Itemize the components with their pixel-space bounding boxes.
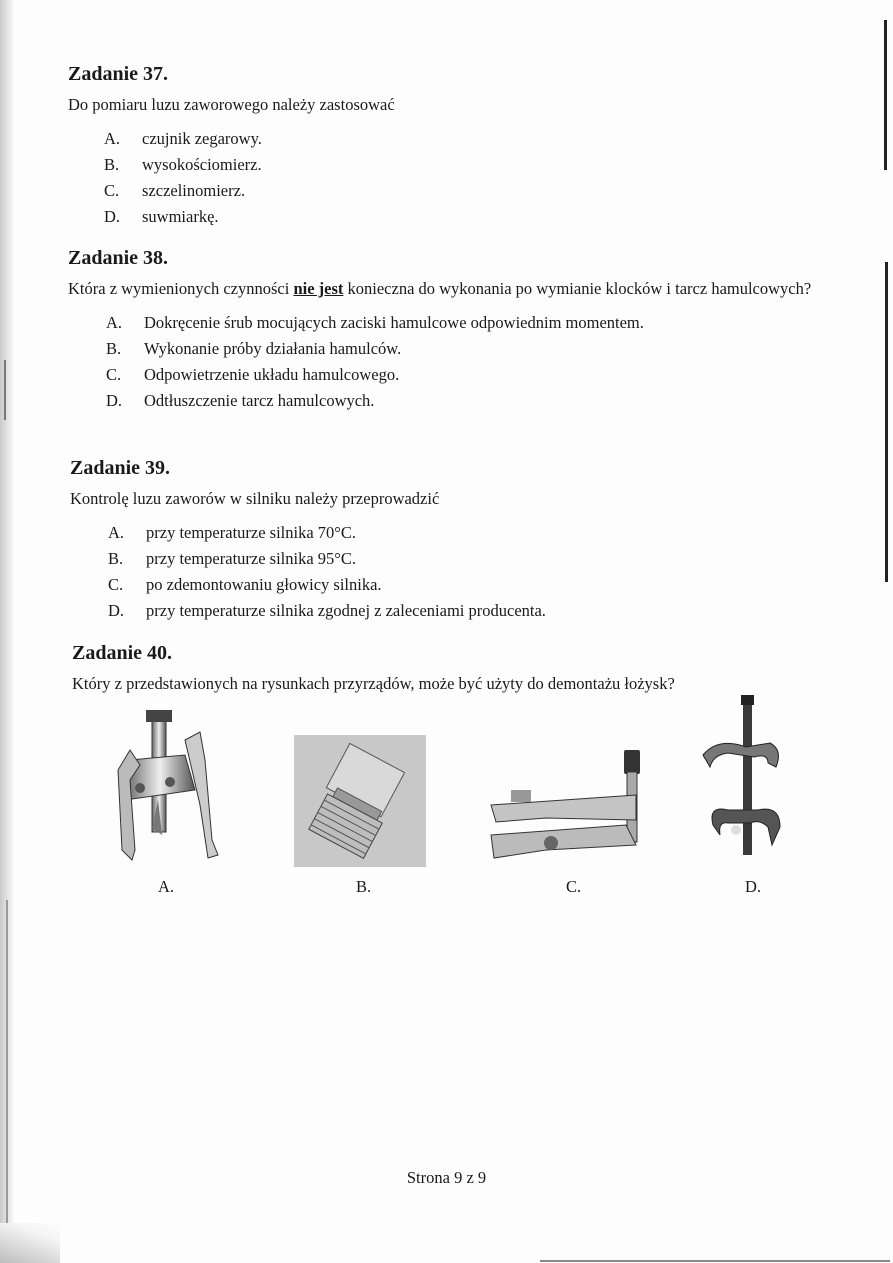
task-question — [68, 276, 825, 302]
task-title: Zadanie 39. — [70, 457, 171, 479]
task-38 — [68, 246, 825, 414]
answer-option-c[interactable] — [108, 572, 830, 598]
scan-artifact — [4, 360, 6, 420]
option-letter: B. — [108, 549, 124, 568]
option-letter: B. — [106, 339, 122, 358]
answer-options — [106, 310, 825, 414]
ball-joint-separator-image — [486, 750, 641, 870]
page-number: Strona 9 z 9 — [406, 1168, 487, 1187]
threaded-adapter-image — [294, 735, 426, 867]
option-text: po zdemontowaniu głowicy silnika. — [146, 575, 382, 594]
task-39 — [70, 456, 830, 624]
option-text: wysokościomierz. — [142, 155, 262, 174]
margin-mark — [885, 262, 888, 582]
option-text: szczelinomierz. — [142, 181, 246, 200]
figure-d-puller[interactable] — [698, 695, 788, 855]
task-37 — [68, 62, 828, 230]
scan-artifact — [6, 900, 8, 1240]
option-letter: A. — [106, 313, 123, 332]
task-question: Do pomiaru luzu zaworowego należy zastosować — [68, 95, 395, 114]
option-letter: A. — [104, 129, 121, 148]
task-40 — [72, 641, 852, 697]
figure-c-ball-joint-separator[interactable] — [486, 750, 641, 870]
gear-puller-image — [100, 710, 250, 870]
task-title: Zadanie 38. — [68, 247, 169, 269]
option-text: Odpowietrzenie układu hamulcowego. — [144, 365, 400, 384]
answer-option-c[interactable] — [106, 362, 825, 388]
answer-option-a[interactable] — [108, 520, 830, 546]
answer-option-d[interactable] — [106, 388, 825, 414]
figure-label: D. — [745, 877, 762, 896]
task-question: Który z przedstawionych na rysunkach przyrządów, może być użyty do demontażu łożysk? — [72, 674, 675, 693]
option-text: Dokręcenie śrub mocujących zaciski hamulcowe odpowiednim momentem. — [144, 313, 644, 332]
option-text: suwmiarkę. — [142, 207, 219, 226]
answer-option-b[interactable] — [106, 336, 825, 362]
task-question: Kontrolę luzu zaworów w silniku należy przeprowadzić — [70, 489, 440, 508]
question-part: konieczna do wykonania po wymianie klocków i tarcz hamulcowych? — [343, 279, 812, 298]
answer-option-d[interactable] — [104, 204, 828, 230]
answer-option-d[interactable] — [108, 598, 830, 624]
figure-b-threaded-adapter[interactable] — [294, 735, 426, 867]
option-letter: C. — [108, 575, 124, 594]
option-text: Odtłuszczenie tarcz hamulcowych. — [144, 391, 375, 410]
puller-d-image — [698, 695, 788, 855]
answer-option-a[interactable] — [104, 126, 828, 152]
answer-option-c[interactable] — [104, 178, 828, 204]
option-letter: D. — [104, 207, 121, 226]
answer-option-a[interactable] — [106, 310, 825, 336]
option-letter: D. — [108, 601, 125, 620]
option-text: czujnik zegarowy. — [142, 129, 262, 148]
answer-options — [104, 126, 828, 230]
question-part: Która z wymienionych czynności — [68, 279, 294, 298]
tool-figures — [0, 695, 893, 905]
option-letter: C. — [106, 365, 122, 384]
option-letter: A. — [108, 523, 125, 542]
figure-label: A. — [158, 877, 175, 896]
option-text: przy temperaturze silnika 95°C. — [146, 549, 357, 568]
answer-option-b[interactable] — [108, 546, 830, 572]
option-letter: B. — [104, 155, 120, 174]
option-text: przy temperaturze silnika 70°C. — [146, 523, 357, 542]
figure-label: B. — [356, 877, 372, 896]
task-title: Zadanie 37. — [68, 63, 169, 85]
scan-corner-shadow — [0, 1223, 60, 1263]
option-letter: D. — [106, 391, 123, 410]
margin-mark — [884, 20, 887, 170]
answer-option-b[interactable] — [104, 152, 828, 178]
figure-label: C. — [566, 877, 582, 896]
answer-options — [108, 520, 830, 624]
scan-artifact — [540, 1260, 890, 1262]
option-letter: C. — [104, 181, 120, 200]
question-negation: nie jest — [293, 279, 344, 298]
task-title: Zadanie 40. — [72, 642, 173, 664]
option-text: przy temperaturze silnika zgodnej z zaleceniami producenta. — [146, 601, 546, 620]
figure-a-gear-puller[interactable] — [100, 710, 250, 870]
option-text: Wykonanie próby działania hamulców. — [144, 339, 402, 358]
